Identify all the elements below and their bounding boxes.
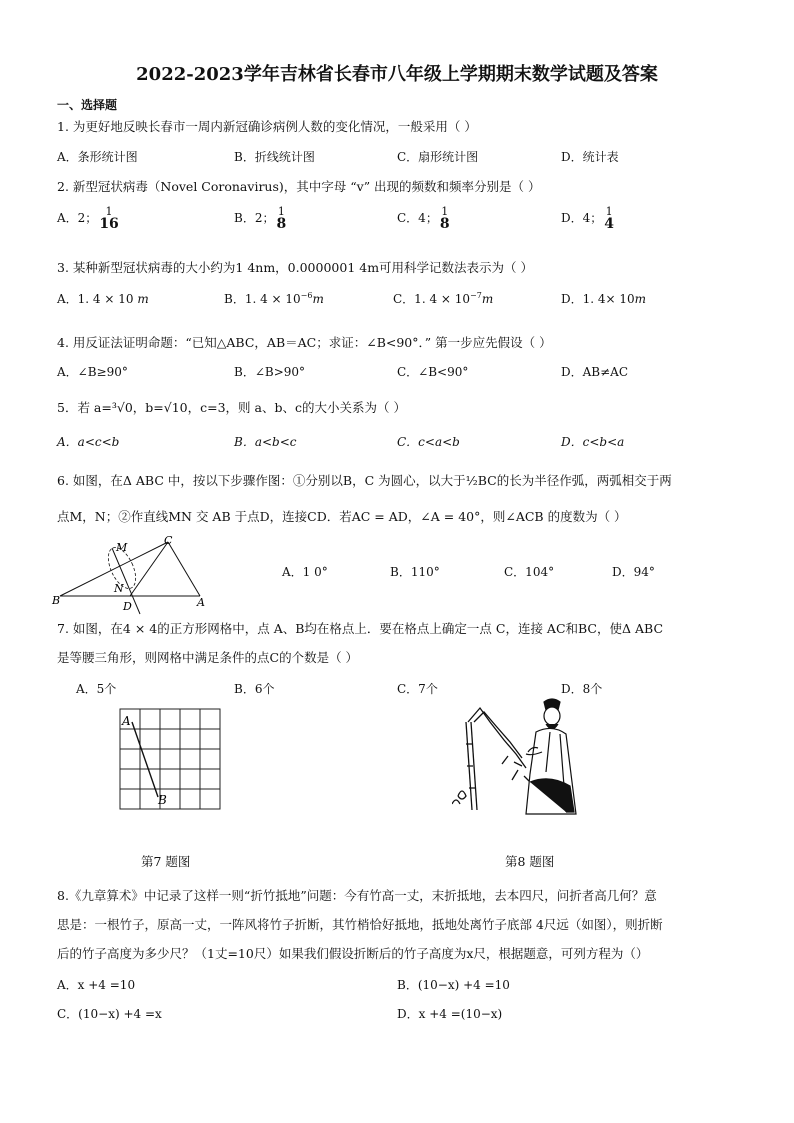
q7-option-a[interactable]: A．5个: [76, 682, 117, 696]
q1-option-b[interactable]: B．折线统计图: [234, 150, 315, 164]
question-6-line-2: 点M，N；②作直线MN 交 AB 于点D，连接CD．若AC = AD，∠A = 40°，则∠ACB 的度数为（ ）: [57, 509, 627, 524]
q8-option-d[interactable]: D．x +4 =(10−x): [397, 1007, 503, 1021]
q2-option-d-label: D．4；: [561, 211, 603, 225]
q6-option-c[interactable]: C．104°: [504, 565, 555, 579]
q1-option-a[interactable]: A．条形统计图: [57, 150, 138, 164]
q2-option-d[interactable]: [561, 206, 614, 231]
q8-option-c[interactable]: C．(10−x) +4 =x: [57, 1007, 162, 1021]
q5-option-c[interactable]: C．c<a<b: [397, 435, 460, 449]
label-b: B: [158, 793, 167, 807]
question-5-stem: 5．若 a=³√0，b=√10，c=3，则 a、b、c的大小关系为（ ）: [57, 400, 406, 415]
q5-option-d[interactable]: D．c<b<a: [561, 435, 625, 449]
q2-option-b-num: 1: [277, 205, 285, 218]
figure-8-caption: 第8 题图: [505, 854, 555, 869]
q2-option-a-label: A．2；: [57, 211, 98, 225]
q4-option-d[interactable]: D．AB≠AC: [561, 365, 629, 379]
question-7-line-2: 是等腰三角形，则网格中满足条件的点C的个数是（ ）: [57, 650, 359, 665]
q4-option-b[interactable]: B．∠B>90°: [234, 365, 306, 379]
question-8-line-1: 8.《九章算术》中记录了这样一则“折竹抵地”问题：今有竹高一丈，末折抵地，去本四尺，问折者高几何？意: [57, 888, 657, 903]
q2-option-a-num: 1: [105, 205, 113, 218]
section-heading: 一、选择题: [57, 98, 118, 112]
q3-option-d[interactable]: [561, 290, 646, 307]
q4-option-c[interactable]: C．∠B<90°: [397, 365, 469, 379]
q2-option-a[interactable]: [57, 206, 119, 231]
q2-option-b[interactable]: [234, 206, 286, 231]
q2-option-d-num: 1: [605, 205, 613, 218]
q2-option-c[interactable]: [397, 206, 450, 231]
q3-option-d-unit: m: [634, 292, 647, 306]
figure-7-caption: 第7 题图: [141, 854, 191, 869]
q7-option-c[interactable]: C．7个: [397, 682, 438, 696]
q3-option-c-unit: m: [481, 292, 494, 306]
q2-option-c-label: C．4；: [397, 211, 438, 225]
side-ca: [168, 542, 200, 596]
label-d: D: [123, 600, 132, 613]
question-8-line-3: 后的竹子高度为多少尺？（1丈=10尺）如果我们假设折断后的竹子高度为x尺，根据题意，可列方程为（）: [57, 946, 649, 961]
segment-cd: [130, 542, 168, 596]
label-m: M: [116, 541, 128, 554]
q7-option-d[interactable]: D．8个: [561, 682, 603, 696]
q3-option-a-base: A．1. 4 × 10: [57, 292, 134, 306]
page-title: 2022-2023学年吉林省长春市八年级上学期期末数学试题及答案: [136, 64, 658, 85]
label-b: B: [52, 594, 61, 607]
q3-option-c-exp: −7: [470, 291, 482, 300]
question-6-line-1: 6. 如图，在Δ ABC 中，按以下步骤作图：①分别以B，C 为圆心，以大于½BC的长为半径作弧，两弧相交于两: [57, 473, 672, 488]
question-3-stem: 3. 某种新型冠状病毒的大小约为1 4nm，0.0000001 4m可用科学记数法表示为（ ）: [57, 260, 534, 275]
question-8-line-2: 思是：一根竹子，原高一丈，一阵风将竹子折断，其竹梢恰好抵地，抵地处离竹子底部 4尺远（如图），则折断: [57, 917, 663, 932]
label-c: C: [164, 534, 173, 547]
q2-option-a-den: 16: [99, 216, 119, 232]
q5-option-b[interactable]: B．a<b<c: [234, 435, 297, 449]
question-7-line-1: 7. 如图，在4 × 4的正方形网格中，点 A、B均在格点上．要在格点上确定一点 C，连接 AC和BC，使Δ ABC: [57, 621, 664, 636]
q6-option-a[interactable]: A．1 0°: [282, 565, 328, 579]
q3-option-b-base: B．1. 4 × 10: [224, 292, 301, 306]
q8-option-b[interactable]: B．(10−x) +4 =10: [397, 978, 510, 992]
broken-bamboo-top: [468, 708, 526, 768]
bamboo-scholar-illustration: [452, 692, 580, 822]
question-4-stem: 4. 用反证法证明命题：“已知△ABC，AB＝AC；求证：∠B<90°．” 第一步应先假设（ ）: [57, 335, 552, 350]
q7-option-b[interactable]: B．6个: [234, 682, 275, 696]
q3-option-c[interactable]: [393, 290, 493, 307]
segment-ab: [132, 722, 158, 797]
q3-option-b[interactable]: [224, 290, 324, 307]
question-2-stem: 2. 新型冠状病毒（Novel Coronavirus)，其中字母 “v” 出现的频数和频率分别是（ ）: [57, 179, 541, 194]
q4-option-a[interactable]: A．∠B≥90°: [57, 365, 128, 379]
q2-option-b-den: 8: [276, 216, 287, 232]
q2-option-c-num: 1: [441, 205, 449, 218]
q3-option-b-unit: m: [312, 292, 324, 306]
q6-option-b[interactable]: B．110°: [390, 565, 440, 579]
q2-option-c-den: 8: [439, 216, 450, 232]
q1-option-d[interactable]: D．统计表: [561, 150, 619, 164]
q3-option-d-base: D．1. 4× 10: [561, 292, 635, 306]
q3-option-a[interactable]: [57, 290, 149, 307]
label-n: N: [114, 582, 124, 595]
label-a: A: [197, 596, 205, 609]
scholar-figure: [526, 699, 576, 814]
label-a: A: [122, 714, 131, 728]
bamboo-leaves: [502, 756, 530, 782]
question-1-stem: 1. 为更好地反映长春市一周内新冠确诊病例人数的变化情况，一般采用（ ）: [57, 119, 477, 134]
q3-option-c-base: C．1. 4 × 10: [393, 292, 471, 306]
q6-triangle-figure: [50, 534, 220, 616]
q5-option-a[interactable]: A．a<c<b: [57, 435, 120, 449]
q6-option-d[interactable]: D．94°: [612, 565, 655, 579]
q8-option-a[interactable]: A．x +4 =10: [57, 978, 136, 992]
q2-option-b-label: B．2；: [234, 211, 275, 225]
grid-lines: [120, 709, 220, 809]
q3-option-a-unit: m: [137, 292, 149, 306]
q1-option-c[interactable]: C．扇形统计图: [397, 150, 479, 164]
bamboo-shoot: [458, 791, 466, 799]
q2-option-d-den: 4: [604, 216, 615, 232]
q7-grid-figure: [118, 707, 224, 813]
q3-option-b-exp: −6: [300, 291, 313, 300]
